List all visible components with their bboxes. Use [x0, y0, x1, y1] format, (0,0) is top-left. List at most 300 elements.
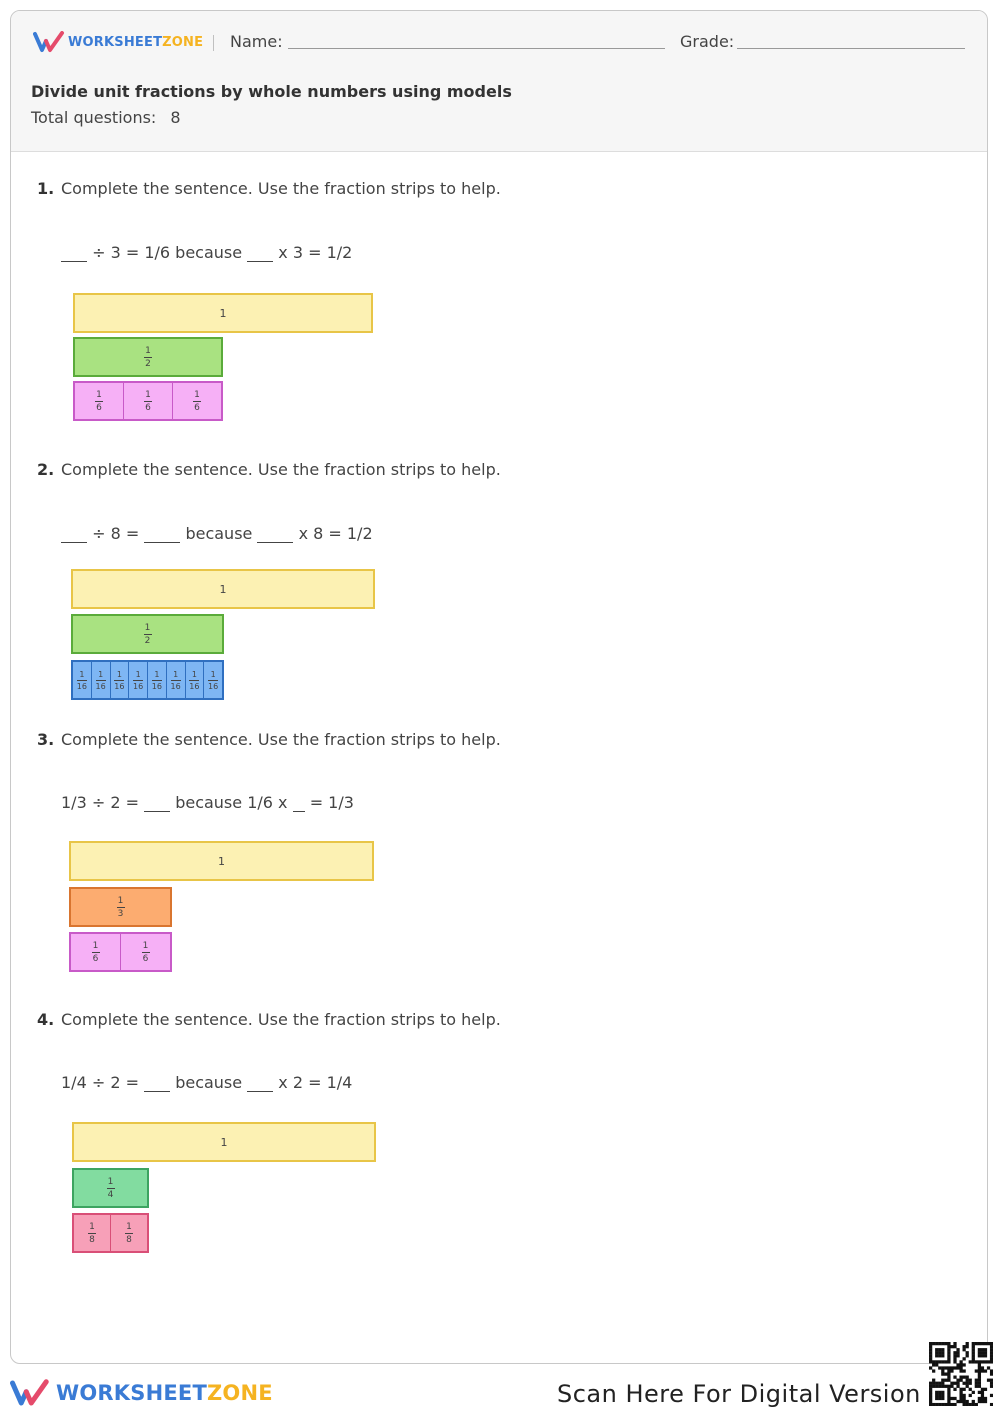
- answer-blank[interactable]: [144, 1077, 170, 1092]
- parts-strip: [73, 381, 223, 421]
- qr-module: [981, 1360, 984, 1363]
- qr-module: [950, 1369, 953, 1372]
- strip-cell: [73, 616, 222, 652]
- name-label: Name:: [230, 32, 283, 51]
- fraction-label: $\frac{1}{6}$: [92, 940, 99, 964]
- qr-module: [969, 1388, 972, 1391]
- qr-module: [972, 1354, 975, 1357]
- qr-module: [932, 1403, 935, 1406]
- strip-cell: [74, 1215, 110, 1251]
- strip-cell: [110, 1215, 147, 1251]
- qr-module: [944, 1342, 947, 1345]
- qr-module: [990, 1345, 993, 1348]
- question-4-number: 4.: [37, 1010, 55, 1029]
- qr-module: [941, 1379, 944, 1382]
- parts-strip: [71, 660, 224, 700]
- qr-module: [947, 1403, 950, 1406]
- qr-module: [938, 1394, 941, 1397]
- question-4-prompt: Complete the sentence. Use the fraction strips to help.: [61, 1010, 501, 1029]
- fraction-label: $\frac{1}{16}$: [170, 669, 181, 691]
- qr-module: [944, 1372, 947, 1375]
- qr-module: [972, 1348, 975, 1351]
- qr-module: [978, 1382, 981, 1385]
- qr-module: [975, 1342, 978, 1345]
- qr-module: [972, 1342, 975, 1345]
- qr-module: [984, 1351, 987, 1354]
- qr-module: [984, 1342, 987, 1345]
- strip-cell: [71, 889, 170, 925]
- qr-module: [929, 1400, 932, 1403]
- qr-module: [953, 1397, 956, 1400]
- qr-module: [941, 1342, 944, 1345]
- qr-module: [966, 1351, 969, 1354]
- qr-module: [978, 1376, 981, 1379]
- qr-module: [978, 1360, 981, 1363]
- qr-module: [990, 1372, 993, 1375]
- qr-module: [978, 1351, 981, 1354]
- qr-module: [944, 1366, 947, 1369]
- question-3-equation: 1/3 ÷ 2 = because 1/6 x = 1/3: [61, 793, 354, 812]
- qr-module: [929, 1348, 932, 1351]
- qr-module: [963, 1348, 966, 1351]
- fraction-strip: [72, 1168, 149, 1208]
- qr-module: [984, 1400, 987, 1403]
- qr-module: [941, 1369, 944, 1372]
- strip-cell: [128, 662, 147, 698]
- qr-module: [975, 1379, 978, 1382]
- qr-module: [929, 1397, 932, 1400]
- qr-module: [941, 1397, 944, 1400]
- qr-code-icon[interactable]: [929, 1342, 993, 1406]
- qr-module: [938, 1385, 941, 1388]
- qr-module: [935, 1363, 938, 1366]
- qr-module: [947, 1391, 950, 1394]
- qr-module: [947, 1394, 950, 1397]
- qr-module: [978, 1363, 981, 1366]
- strip-cell: [203, 662, 222, 698]
- answer-blank[interactable]: [61, 247, 87, 262]
- strip-cell: [71, 934, 120, 970]
- qr-module: [947, 1397, 950, 1400]
- qr-module: [975, 1360, 978, 1363]
- qr-module: [938, 1403, 941, 1406]
- answer-blank[interactable]: [144, 528, 180, 543]
- qr-module: [929, 1366, 932, 1369]
- qr-module: [935, 1403, 938, 1406]
- fraction-label: $\frac{1}{16}$: [189, 669, 200, 691]
- qr-module: [969, 1394, 972, 1397]
- grade-field[interactable]: [737, 48, 965, 49]
- fraction-label: $\frac{1}{16}$: [151, 669, 162, 691]
- fraction-label: $\frac{1}{6}$: [96, 389, 102, 413]
- qr-module: [929, 1391, 932, 1394]
- qr-module: [929, 1354, 932, 1357]
- fraction-strip: [69, 887, 172, 927]
- qr-module: [981, 1366, 984, 1369]
- qr-module: [947, 1354, 950, 1357]
- qr-module: [972, 1357, 975, 1360]
- strip-cell: [147, 662, 166, 698]
- qr-module: [963, 1382, 966, 1385]
- qr-module: [941, 1403, 944, 1406]
- qr-module: [941, 1354, 944, 1357]
- fraction-label: $\frac{1}{16}$: [133, 669, 144, 691]
- qr-module: [947, 1372, 950, 1375]
- qr-module: [963, 1388, 966, 1391]
- qr-module: [978, 1348, 981, 1351]
- qr-module: [981, 1354, 984, 1357]
- answer-blank[interactable]: [257, 528, 293, 543]
- qr-module: [941, 1360, 944, 1363]
- qr-module: [932, 1382, 935, 1385]
- header-logo: [33, 31, 203, 53]
- qr-module: [929, 1388, 932, 1391]
- total-questions: [31, 108, 181, 127]
- qr-module: [963, 1397, 966, 1400]
- qr-module: [941, 1372, 944, 1375]
- footer-brand: WORKSHEETZONE: [56, 1381, 273, 1405]
- qr-module: [935, 1348, 938, 1351]
- qr-module: [944, 1385, 947, 1388]
- qr-module: [978, 1354, 981, 1357]
- qr-module: [929, 1342, 932, 1345]
- qr-module: [990, 1385, 993, 1388]
- qr-module: [981, 1369, 984, 1372]
- qr-module: [950, 1345, 953, 1348]
- qr-module: [972, 1400, 975, 1403]
- name-field[interactable]: [288, 48, 665, 49]
- qr-module: [929, 1403, 932, 1406]
- strip-cell: [166, 662, 185, 698]
- qr-module: [947, 1348, 950, 1351]
- qr-module: [959, 1391, 962, 1394]
- qr-module: [947, 1385, 950, 1388]
- qr-module: [938, 1342, 941, 1345]
- answer-blank[interactable]: [247, 1077, 273, 1092]
- qr-module: [966, 1376, 969, 1379]
- header-divider: [213, 35, 214, 51]
- qr-module: [938, 1366, 941, 1369]
- qr-module: [978, 1342, 981, 1345]
- qr-module: [941, 1391, 944, 1394]
- qr-module: [978, 1369, 981, 1372]
- worksheet-page: [10, 10, 988, 1364]
- qr-module: [963, 1394, 966, 1397]
- fraction-label: $\frac{1}{16}$: [114, 669, 125, 691]
- qr-module: [956, 1366, 959, 1369]
- qr-module: [963, 1376, 966, 1379]
- qr-module: [990, 1369, 993, 1372]
- qr-module: [947, 1400, 950, 1403]
- qr-module: [947, 1351, 950, 1354]
- qr-module: [941, 1382, 944, 1385]
- qr-module: [950, 1397, 953, 1400]
- qr-module: [978, 1379, 981, 1382]
- qr-module: [947, 1360, 950, 1363]
- qr-module: [990, 1342, 993, 1345]
- fraction-label: $\frac{1}{6}$: [194, 389, 200, 413]
- parts-strip: [69, 932, 172, 972]
- qr-module: [956, 1354, 959, 1357]
- qr-module: [938, 1354, 941, 1357]
- qr-module: [935, 1391, 938, 1394]
- qr-module: [978, 1391, 981, 1394]
- strip-cell: [75, 339, 221, 375]
- qr-module: [981, 1351, 984, 1354]
- whole-strip: [73, 293, 373, 333]
- question-3-number: 3.: [37, 730, 55, 749]
- qr-module: [944, 1379, 947, 1382]
- qr-module: [959, 1394, 962, 1397]
- question-1-number: 1.: [37, 179, 55, 198]
- question-2-equation: ÷ 8 = because x 8 = 1/2: [61, 524, 373, 543]
- qr-module: [950, 1403, 953, 1406]
- strip-label: 1: [219, 306, 227, 320]
- qr-module: [966, 1385, 969, 1388]
- qr-module: [963, 1400, 966, 1403]
- qr-module: [953, 1360, 956, 1363]
- fraction-strip: [71, 614, 224, 654]
- qr-module: [953, 1366, 956, 1369]
- fraction-label: $\frac{1}{16}$: [95, 669, 106, 691]
- qr-module: [950, 1382, 953, 1385]
- qr-module: [959, 1363, 962, 1366]
- question-2-prompt: Complete the sentence. Use the fraction strips to help.: [61, 460, 501, 479]
- qr-module: [932, 1379, 935, 1382]
- question-3-prompt: Complete the sentence. Use the fraction strips to help.: [61, 730, 501, 749]
- qr-module: [963, 1403, 966, 1406]
- qr-module: [932, 1385, 935, 1388]
- strip-cell: [74, 1170, 147, 1206]
- qr-module: [956, 1400, 959, 1403]
- whole-strip: [72, 1122, 376, 1162]
- qr-module: [987, 1342, 990, 1345]
- qr-module: [981, 1400, 984, 1403]
- qr-module: [947, 1357, 950, 1360]
- qr-module: [956, 1348, 959, 1351]
- qr-module: [941, 1394, 944, 1397]
- worksheet-zone-logo-icon: [10, 1377, 50, 1409]
- qr-module: [947, 1376, 950, 1379]
- qr-module: [929, 1394, 932, 1397]
- qr-module: [984, 1388, 987, 1391]
- qr-module: [975, 1385, 978, 1388]
- qr-module: [938, 1360, 941, 1363]
- qr-module: [969, 1379, 972, 1382]
- qr-module: [969, 1382, 972, 1385]
- qr-module: [987, 1360, 990, 1363]
- qr-module: [938, 1351, 941, 1354]
- qr-module: [981, 1342, 984, 1345]
- qr-module: [953, 1388, 956, 1391]
- fraction-label: $\frac{1}{16}$: [76, 669, 87, 691]
- qr-module: [959, 1376, 962, 1379]
- grade-label: Grade:: [680, 32, 735, 51]
- qr-module: [975, 1369, 978, 1372]
- worksheet-zone-logo-icon: [33, 31, 65, 53]
- qr-module: [941, 1385, 944, 1388]
- qr-module: [990, 1351, 993, 1354]
- qr-module: [978, 1366, 981, 1369]
- qr-module: [987, 1379, 990, 1382]
- scan-instruction: Scan Here For Digital Version: [557, 1380, 921, 1408]
- qr-module: [944, 1403, 947, 1406]
- worksheet-title: Divide unit fractions by whole numbers using models: [31, 82, 512, 101]
- header-brand: WORKSHEETZONE: [68, 34, 204, 50]
- strip-cell: [185, 662, 204, 698]
- qr-module: [953, 1382, 956, 1385]
- strip-label: 1: [218, 854, 225, 868]
- qr-module: [953, 1357, 956, 1360]
- qr-module: [950, 1385, 953, 1388]
- strip-cell: [123, 383, 172, 419]
- parts-strip: [72, 1213, 149, 1253]
- qr-module: [929, 1385, 932, 1388]
- qr-module: [938, 1397, 941, 1400]
- qr-module: [969, 1403, 972, 1406]
- qr-module: [929, 1351, 932, 1354]
- qr-module: [941, 1366, 944, 1369]
- qr-module: [935, 1397, 938, 1400]
- qr-module: [953, 1345, 956, 1348]
- qr-module: [972, 1360, 975, 1363]
- qr-module: [990, 1403, 993, 1406]
- fraction-label: $\frac{1}{6}$: [145, 389, 151, 413]
- qr-module: [929, 1357, 932, 1360]
- qr-module: [947, 1345, 950, 1348]
- fraction-label: $\frac{1}{2}$: [145, 345, 151, 369]
- worksheet-header: [11, 11, 987, 152]
- qr-module: [978, 1372, 981, 1375]
- question-4-equation: 1/4 ÷ 2 = because x 2 = 1/4: [61, 1073, 353, 1092]
- qr-module: [932, 1342, 935, 1345]
- qr-module: [990, 1357, 993, 1360]
- strip-cell: [110, 662, 129, 698]
- qr-module: [984, 1348, 987, 1351]
- qr-module: [966, 1354, 969, 1357]
- strip-label: 1: [220, 1135, 228, 1149]
- qr-module: [972, 1345, 975, 1348]
- fraction-label: $\frac{1}{2}$: [144, 622, 151, 646]
- qr-module: [984, 1369, 987, 1372]
- qr-module: [947, 1379, 950, 1382]
- strip-cell: [120, 934, 170, 970]
- qr-module: [990, 1379, 993, 1382]
- qr-module: [947, 1342, 950, 1345]
- qr-module: [984, 1397, 987, 1400]
- answer-blank[interactable]: [144, 797, 170, 812]
- question-2-number: 2.: [37, 460, 55, 479]
- qr-module: [984, 1354, 987, 1357]
- total-questions-value: 8: [170, 108, 181, 127]
- qr-module: [953, 1342, 956, 1345]
- qr-module: [953, 1351, 956, 1354]
- qr-module: [959, 1366, 962, 1369]
- fraction-label: $\frac{1}{4}$: [107, 1176, 114, 1200]
- qr-module: [981, 1348, 984, 1351]
- qr-module: [972, 1391, 975, 1394]
- qr-module: [938, 1382, 941, 1385]
- answer-blank[interactable]: [293, 797, 305, 812]
- qr-module: [947, 1366, 950, 1369]
- qr-module: [938, 1348, 941, 1351]
- qr-module: [978, 1400, 981, 1403]
- qr-module: [956, 1379, 959, 1382]
- qr-module: [981, 1394, 984, 1397]
- qr-module: [978, 1385, 981, 1388]
- qr-module: [959, 1400, 962, 1403]
- qr-module: [990, 1348, 993, 1351]
- answer-blank[interactable]: [247, 247, 273, 262]
- qr-module: [963, 1369, 966, 1372]
- qr-module: [947, 1388, 950, 1391]
- fraction-strip: [73, 337, 223, 377]
- qr-module: [929, 1382, 932, 1385]
- fraction-label: $\frac{1}{6}$: [142, 940, 149, 964]
- total-questions-label: Total questions:: [31, 108, 157, 127]
- fraction-label: $\frac{1}{3}$: [117, 895, 124, 919]
- qr-module: [990, 1354, 993, 1357]
- qr-module: [959, 1360, 962, 1363]
- qr-module: [981, 1397, 984, 1400]
- qr-module: [935, 1394, 938, 1397]
- qr-module: [966, 1379, 969, 1382]
- qr-module: [966, 1345, 969, 1348]
- qr-module: [953, 1376, 956, 1379]
- qr-module: [929, 1345, 932, 1348]
- question-1-prompt: Complete the sentence. Use the fraction strips to help.: [61, 179, 501, 198]
- whole-strip: [69, 841, 374, 881]
- qr-module: [959, 1388, 962, 1391]
- qr-module: [975, 1382, 978, 1385]
- qr-module: [972, 1351, 975, 1354]
- qr-module: [959, 1379, 962, 1382]
- qr-module: [935, 1360, 938, 1363]
- qr-module: [956, 1363, 959, 1366]
- qr-module: [929, 1360, 932, 1363]
- qr-module: [963, 1363, 966, 1366]
- qr-module: [981, 1388, 984, 1391]
- qr-module: [935, 1351, 938, 1354]
- qr-module: [959, 1397, 962, 1400]
- fraction-label: $\frac{1}{8}$: [126, 1221, 132, 1245]
- fraction-label: $\frac{1}{8}$: [89, 1221, 95, 1245]
- qr-module: [935, 1354, 938, 1357]
- qr-module: [953, 1403, 956, 1406]
- strip-cell: [91, 662, 110, 698]
- answer-blank[interactable]: [61, 528, 87, 543]
- qr-module: [956, 1351, 959, 1354]
- qr-module: [966, 1382, 969, 1385]
- strip-cell: [73, 662, 91, 698]
- qr-module: [938, 1391, 941, 1394]
- question-1-equation: ÷ 3 = 1/6 because x 3 = 1/2: [61, 243, 352, 262]
- qr-module: [981, 1391, 984, 1394]
- strip-cell: [75, 383, 123, 419]
- qr-module: [975, 1403, 978, 1406]
- qr-module: [956, 1382, 959, 1385]
- qr-module: [966, 1400, 969, 1403]
- qr-module: [953, 1354, 956, 1357]
- qr-module: [978, 1397, 981, 1400]
- footer-logo: [10, 1377, 273, 1409]
- qr-module: [935, 1385, 938, 1388]
- qr-module: [941, 1348, 944, 1351]
- qr-module: [950, 1366, 953, 1369]
- qr-module: [947, 1369, 950, 1372]
- qr-module: [969, 1360, 972, 1363]
- qr-module: [935, 1342, 938, 1345]
